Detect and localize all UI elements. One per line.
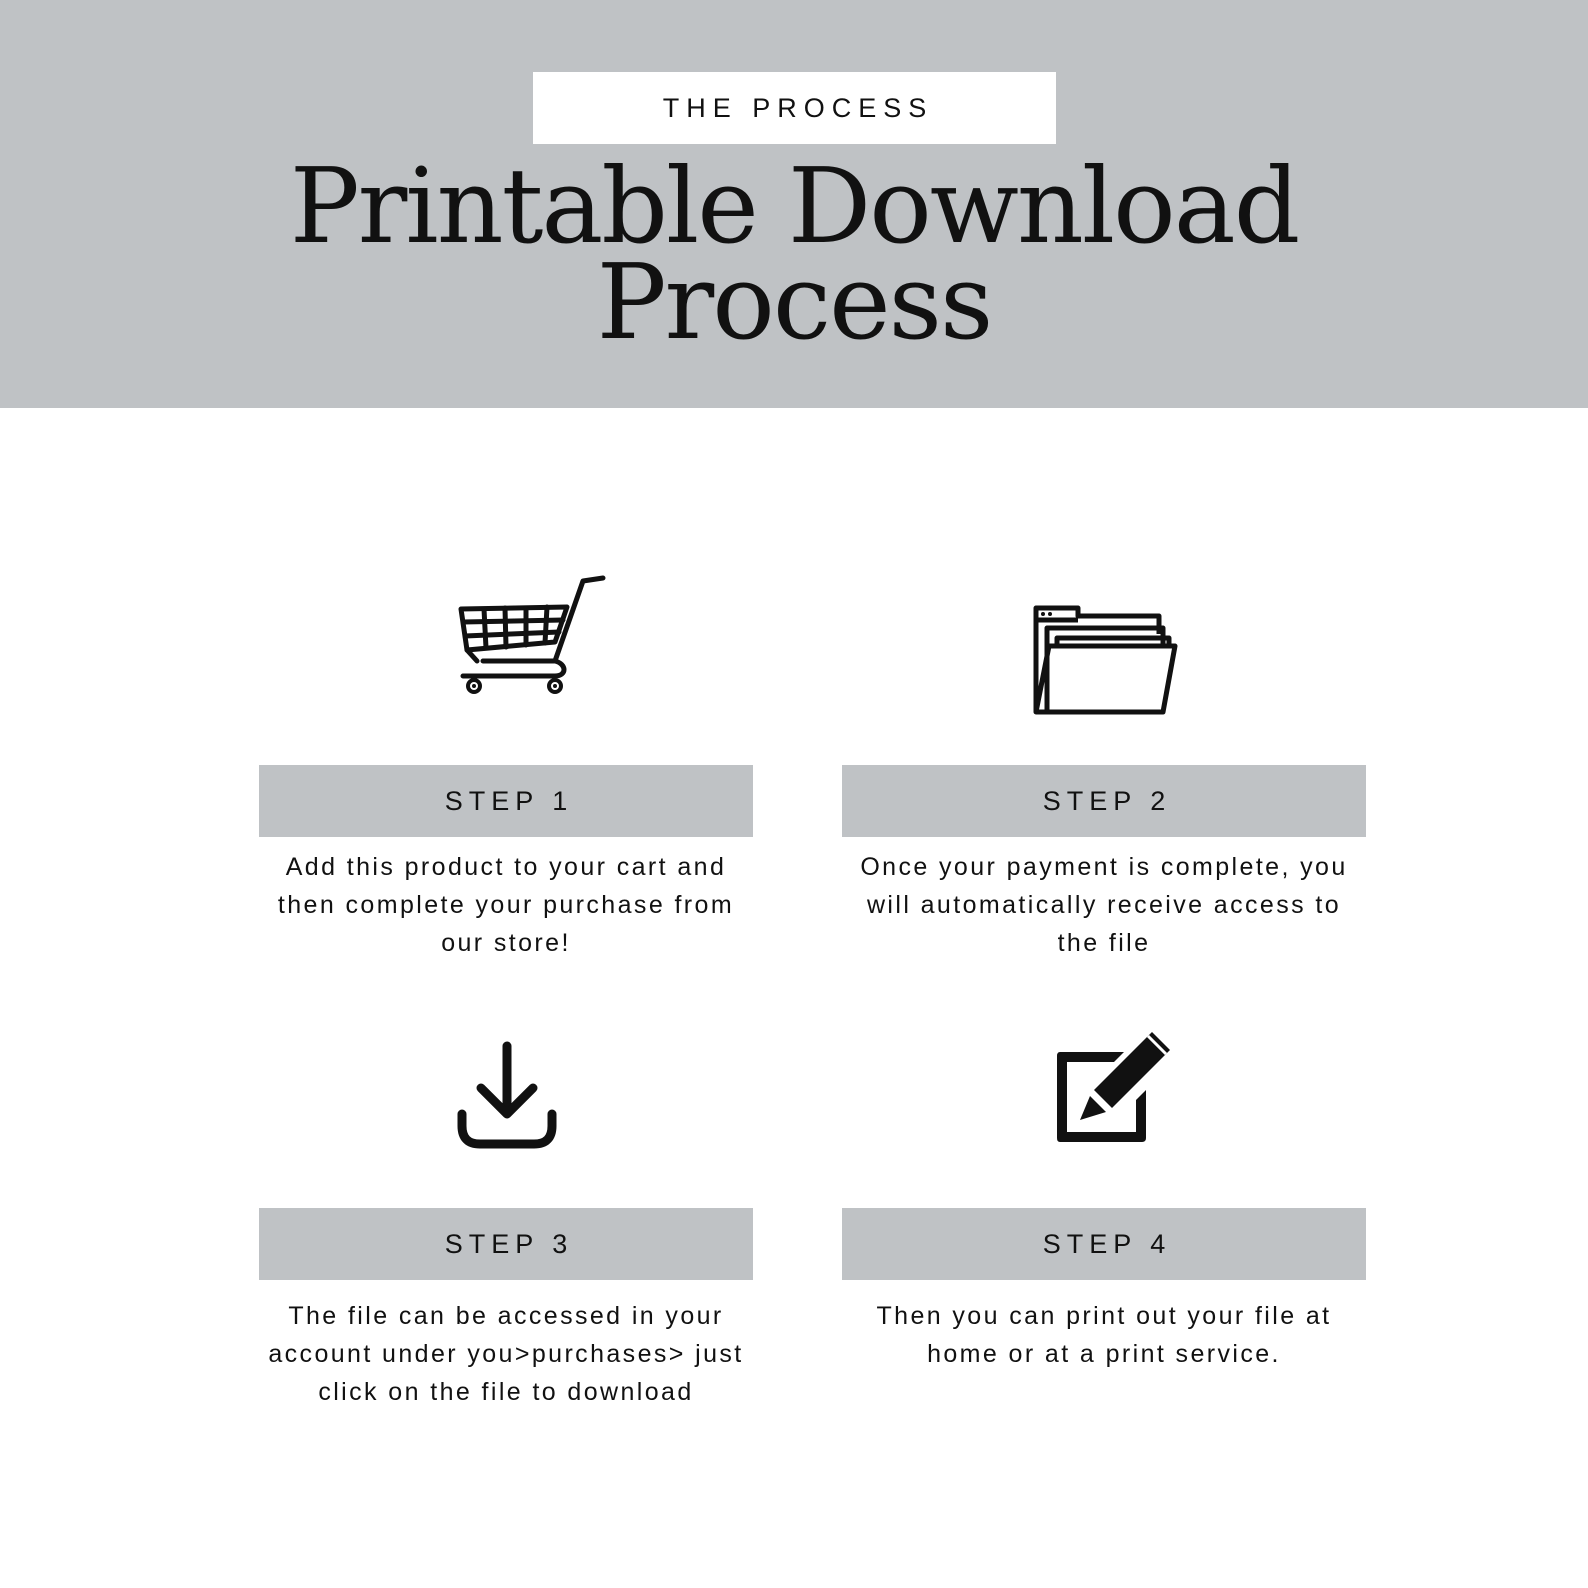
step-2-label: STEP 2 [842,765,1366,837]
shopping-cart-icon [455,572,610,717]
folder-icon [1033,604,1178,716]
eyebrow-label: THE PROCESS [533,72,1056,144]
step-4-text: Then you can print out your file at home or at a print service. [876,1302,1332,1368]
step-1-label: STEP 1 [259,765,753,837]
title-line-1: Printable Download [289,145,1299,267]
step-3-text: The file can be accessed in your account under you>purchases> just click on the file to download [268,1302,744,1406]
header-band [0,0,1588,408]
title-line-2: Process [596,241,992,363]
step-2-text: Once your payment is complete, you will automatically receive access to the file [860,853,1348,957]
edit-icon [1054,1030,1174,1146]
page-title [0,145,1588,363]
download-icon [456,1040,558,1152]
step-1-text: Add this product to your cart and then complete your purchase from our store! [277,853,735,957]
step-4-label: STEP 4 [842,1208,1366,1280]
step-3-label: STEP 3 [259,1208,753,1280]
